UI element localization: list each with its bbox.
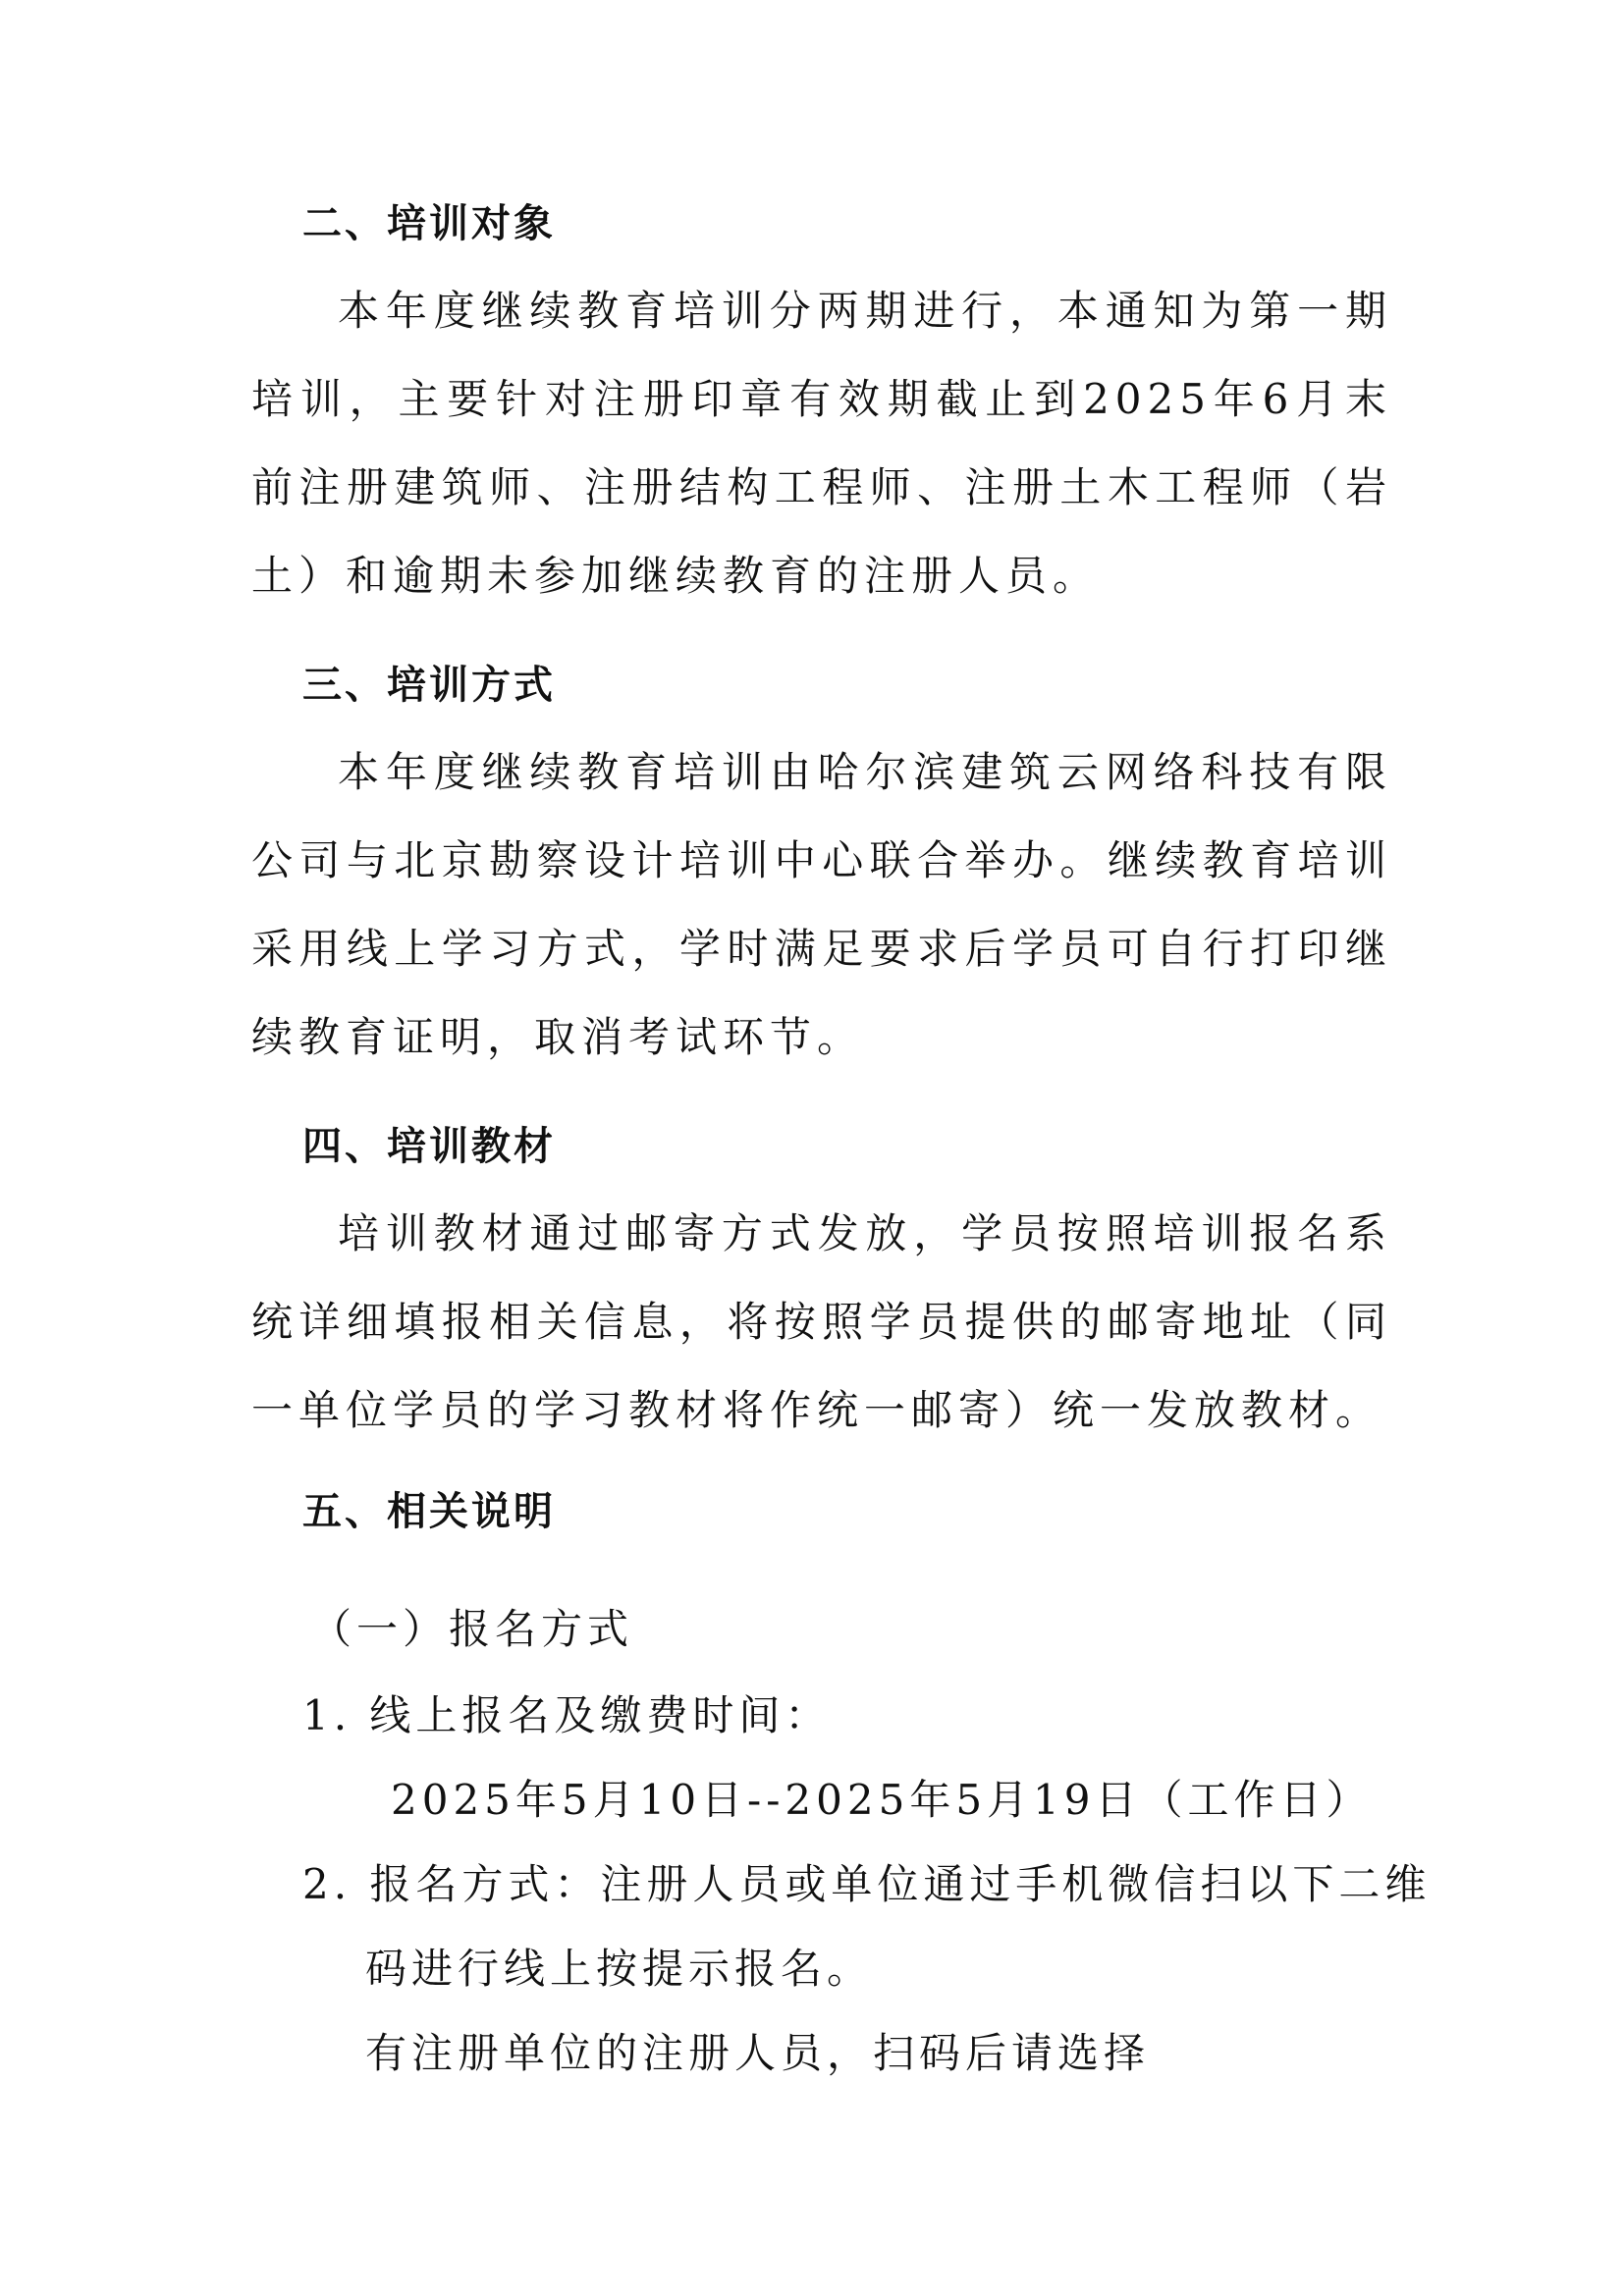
item-registration-time-dates: 2025年5月10日--2025年5月19日（工作日） xyxy=(391,1776,1373,1824)
section-heading-training-materials: 四、培训教材 xyxy=(302,1124,556,1169)
item-registration-method-line1: 2. 报名方式：注册人员或单位通过手机微信扫以下二维 xyxy=(302,1860,1432,1908)
paragraph-training-materials: 培训教材通过邮寄方式发放，学员按照培训报名系统详细填报相关信息，将按照学员提供的邮寄地址（同一单位学员的学习教材将作统一邮寄）统一发放教材。 xyxy=(251,1209,1392,1434)
section-heading-related-notes: 五、相关说明 xyxy=(302,1489,556,1534)
section-heading-training-targets: 二、培训对象 xyxy=(302,201,556,246)
registration-note: 有注册单位的注册人员，扫码后请选择 xyxy=(365,2029,1151,2077)
subheading-registration-method: （一）报名方式 xyxy=(310,1605,634,1653)
item-registration-method-line2: 码进行线上按提示报名。 xyxy=(365,1945,874,1993)
paragraph-training-method: 本年度继续教育培训由哈尔滨建筑云网络科技有限公司与北京勘察设计培训中心联合举办。继续教育培训采用线上学习方式，学时满足要求后学员可自行打印继续教育证明，取消考试环节。 xyxy=(251,748,1392,1061)
paragraph-training-targets: 本年度继续教育培训分两期进行，本通知为第一期培训，主要针对注册印章有效期截止到2025年6月末前注册建筑师、注册结构工程师、注册土木工程师（岩土）和逾期未参加继续教育的注册人员。 xyxy=(251,287,1392,600)
item-registration-time-label: 1. 线上报名及缴费时间： xyxy=(302,1691,832,1739)
section-heading-training-method: 三、培训方式 xyxy=(302,663,556,708)
